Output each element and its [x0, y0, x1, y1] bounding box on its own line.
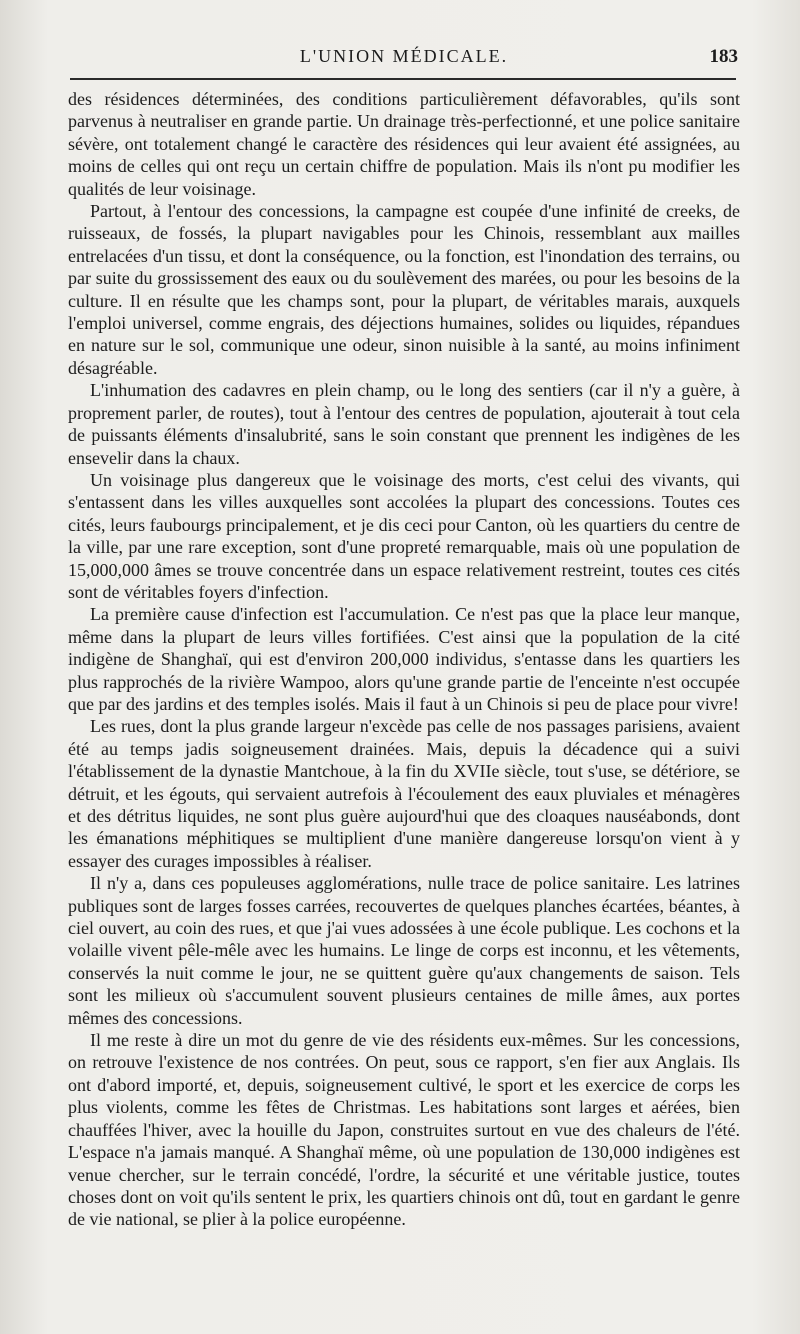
paragraph-7: Il n'y a, dans ces populeuses agglomérations, nulle trace de police sanitaire. Les latrines publiques sont de larges fosses carrées, recouvertes de quelques planches écartées, béantes, à ciel ouvert, au coin des rues, et que j'ai vues adossées à une école publique. Les cochons et la volaille vivent pêle-mêle avec les humains. Le linge de corps est inconnu, et les vêtements, conservés la nuit comme le jour, ne se quittent guère qu'aux changements de saison. Tels sont les milieux où s'accumulent souvent plusieurs centaines de mille âmes, aux portes mêmes des concessions.	[68, 873, 740, 1028]
paragraph-8: Il me reste à dire un mot du genre de vie des résidents eux-mêmes. Sur les concessions, on retrouve l'existence de nos contrées. On peut, sous ce rapport, s'en fier aux Anglais. Ils ont d'abord importé, et, depuis, soigneusement cultivé, le sport et les exercice de corps les plus violents, comme les fêtes de Christmas. Les habitations sont larges et aérées, bien chauffées l'hiver, avec la houille du Japon, construites surtout en vue des chaleurs de l'été. L'espace n'a jamais manqué. A Shanghaï même, où une population de 130,000 indigènes est venue chercher, sur le terrain concédé, l'ordre, la sécurité et une véritable justice, toutes choses dont on voit qu'ils sentent le prix, les quartiers chinois ont dû, tout en gardant le genre de vie national, se plier à la police européenne.	[68, 1030, 740, 1230]
body-text	[68, 88, 740, 1231]
paragraph-5: La première cause d'infection est l'accumulation. Ce n'est pas que la place leur manque, même dans la plupart de leurs villes fortifiées. C'est ainsi que la population de la cité indigène de Shanghaï, qui est d'environ 200,000 individus, s'entasse dans les quartiers les plus rapprochés de la rivière Wampoo, alors qu'une grande partie de l'enceinte n'est occupée que par des jardins et des temples isolés. Mais il faut à un Chinois si peu de place pour vivre!	[68, 604, 740, 714]
paragraph-2: Partout, à l'entour des concessions, la campagne est coupée d'une infinité de creeks, de ruisseaux, de fossés, la plupart navigables pour les Chinois, ressemblant aux mailles entrelacées d'un tissu, et dont la conséquence, ou la fonction, est l'inondation des terrains, ou par suite du grossissement des eaux ou du soulèvement des marées, ou pour les besoins de la culture. Il en résulte que les champs sont, pour la plupart, de véritables marais, auxquels l'emploi universel, comme engrais, des déjections humaines, solides ou liquides, répandues en nature sur le sol, communique une odeur, sinon nuisible à la santé, au moins infiniment désagréable.	[68, 201, 740, 378]
paragraph-6: Les rues, dont la plus grande largeur n'excède pas celle de nos passages parisiens, avaient été au temps jadis soigneusement drainées. Mais, depuis la décadence qui a suivi l'établissement de la dynastie Mantchoue, à la fin du XVIIe siècle, tout s'use, se détériore, se détruit, et les égouts, qui servaient autrefois à l'écoulement des eaux pluviales et ménagères et des détritus liquides, ne sont plus guère aujourd'hui que des cloaques nauséabonds, dont les émanations méphitiques se multiplient d'une manière dangereuse lorsqu'on vient à y essayer des curages impossibles à réaliser.	[68, 716, 740, 871]
paragraph-1: des résidences déterminées, des conditions particulièrement défavorables, qu'ils sont parvenus à neutraliser en grande partie. Un drainage très-perfectionné, et une police sanitaire sévère, ont totalement changé le caractère des résidences qui leur avaient été assignées, au moins de celles qui ont reçu un certain chiffre de population. Mais ils n'ont pu modifier les qualités de leur voisinage.	[68, 89, 740, 199]
page-header	[68, 46, 740, 76]
header-rule	[70, 78, 736, 80]
page-number: 183	[709, 46, 738, 67]
paragraph-4: Un voisinage plus dangereux que le voisinage des morts, c'est celui des vivants, qui s'entassent dans les villes auxquelles sont accolées la plupart des concessions. Toutes ces cités, leurs faubourgs principalement, et je dis ceci pour Canton, où les quartiers du centre de la ville, par une rare exception, sont d'une propreté remarquable, mais où une population de 15,000,000 âmes se trouve concentrée dans un espace relativement restreint, toutes ces cités sont de véritables foyers d'infection.	[68, 469, 740, 602]
paragraph-3: L'inhumation des cadavres en plein champ, ou le long des sentiers (car il n'y a guère, à proprement parler, de routes), tout à l'entour des centres de population, ajouterait à tout cela de puissants éléments d'insalubrité, sans le soin constant que prennent les indigènes de les ensevelir dans la chaux.	[68, 380, 740, 468]
running-title: L'UNION MÉDICALE.	[299, 46, 509, 66]
